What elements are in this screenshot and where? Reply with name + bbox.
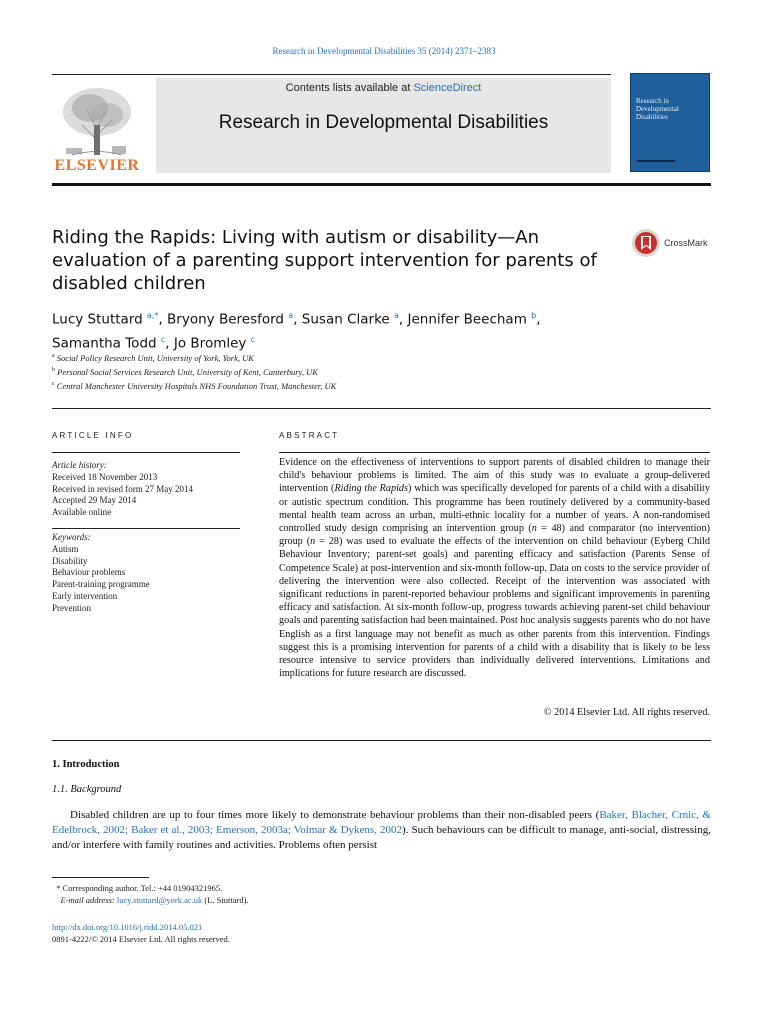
section-heading: 1. Introduction (52, 759, 120, 770)
doi-block (52, 921, 552, 945)
author-affil-marker[interactable]: c (250, 334, 256, 344)
affiliation-text: Social Policy Research Unit, University of York, York, UK (56, 352, 254, 363)
keywords-label: Keywords: (52, 532, 91, 542)
body-paragraph (52, 808, 711, 853)
issn-copyright: 0891-4222/© 2014 Elsevier Ltd. All rights reserved. (52, 934, 230, 944)
abstract-text (279, 456, 710, 680)
keyword-item: Disability (52, 555, 88, 566)
abstract-part: ) which was specifically developed for parents of a child with a disability or autistic spectrum condition. This programme has been routinely delivered by a community-based mental health team across an urban, multi-ethnic locality for a number of years. A non-randomised controlled study design comprising an intervention group ( (279, 483, 710, 535)
author-separator: , (536, 311, 541, 328)
author-name[interactable]: Bryony Beresford (167, 311, 284, 328)
affiliation-marker: b (52, 366, 55, 373)
email-link[interactable]: lucy.stuttard@york.ac.uk (116, 895, 203, 905)
author-name[interactable]: Jennifer Beecham (407, 311, 527, 328)
affiliation-list (52, 350, 652, 391)
author-name[interactable]: Lucy Stuttard (52, 311, 143, 328)
footnotes (52, 882, 552, 906)
author-separator: , (165, 335, 174, 351)
history-label: Article history: (52, 460, 107, 470)
affiliation-item (52, 378, 652, 392)
cover-title: Research in Developmental Disabilities (636, 97, 679, 121)
history-item: Available online (52, 507, 112, 518)
abstract-bottom-rule (52, 740, 711, 741)
keyword-item: Behaviour problems (52, 567, 126, 578)
author-affil-marker[interactable]: b (531, 311, 537, 320)
contents-line (156, 82, 611, 94)
sciencedirect-link[interactable]: ScienceDirect (413, 82, 482, 94)
header-top-rule (52, 74, 611, 75)
author-separator: , (293, 311, 302, 328)
abstract-n-symbol: n (531, 523, 537, 535)
history-item: Received 18 November 2013 (52, 471, 158, 482)
author-separator: , (158, 311, 168, 328)
author-affil-marker[interactable]: a,* (147, 311, 159, 320)
affiliation-text: Personal Social Services Research Unit, University of Kent, Canterbury, UK (57, 366, 318, 377)
article-info-rule (52, 452, 240, 453)
abstract-rule (279, 452, 710, 453)
corresponding-text: Corresponding author. Tel.: +44 01904321965. (62, 883, 223, 893)
citation-links[interactable]: Baker, Blacher, Crnic, & Edelbrock, 2002; Baker et al., 2003; Emerson, 2003a; Volmar & Dykens, 2002 (52, 809, 711, 836)
journal-citation-link[interactable]: Research in Developmental Disabilities 35 (2014) 2371–2383 (272, 46, 496, 56)
affiliation-item (52, 364, 652, 378)
author-name[interactable]: Susan Clarke (301, 311, 390, 328)
affiliation-marker: c (52, 380, 55, 387)
author-list (52, 306, 652, 353)
article-title: Riding the Rapids: Living with autism or disability—An evaluation of a parenting support intervention for parents of disabled children (52, 227, 597, 294)
publisher-wordmark: ELSEVIER (54, 157, 140, 174)
keyword-item: Parent-training programme (52, 579, 150, 590)
corresponding-author-note: * Corresponding author. Tel.: +44 01904321965. (52, 883, 223, 893)
footnote-rule (52, 877, 149, 878)
cover-bar (637, 160, 675, 162)
keywords-block (52, 532, 240, 615)
abstract-heading: ABSTRACT (279, 431, 340, 440)
author-name[interactable]: Jo Bromley (173, 335, 247, 351)
email-suffix: (L. Stuttard). (204, 895, 249, 905)
keyword-item: Prevention (52, 602, 91, 613)
abstract-programme-name: Riding the Rapids (334, 483, 408, 495)
history-item: Received in revised form 27 May 2014 (52, 483, 193, 494)
history-item: Accepted 29 May 2014 (52, 495, 137, 506)
keyword-item: Early intervention (52, 590, 118, 601)
abstract-copyright: © 2014 Elsevier Ltd. All rights reserved. (543, 707, 710, 718)
abstract-part: Evidence on the effectiveness of interventions to support parents of disabled children to manage their child's behaviour problems is limited. The aim of this study was to evaluate a group-delivered intervention ( (279, 457, 710, 495)
author-affil-marker[interactable]: a (288, 311, 294, 320)
author-affil-marker[interactable]: a (394, 311, 399, 320)
abstract-part: = 28) was used to evaluate the effects of the intervention on child behaviour (Eyberg Child Behaviour Inventory; parent-set goals) and parenting efficacy and satisfaction (Parents Sense of Competence Scale) at post-intervention and six-month follow-up. Data on costs to the service provider of delivering the intervention were also collected. Receipt of the intervention was associated with significant reductions in parent-reported behaviour problems and significant improvements in parenting efficacy and satisfaction. At six-month follow-up, progress towards achieving parent-set child behaviour goals and parenting satisfaction had been maintained. Post hoc analysis suggests parents who do not have English as a first language may not benefit as much as other parents from this intervention. Findings suggest this is a promising intervention for parents of a child with a disability that is likely to be less resource intensive to service providers than individually delivered interventions. Limitations and implications for future research are discussed. (279, 536, 710, 680)
article-history (52, 460, 240, 519)
author-separator: , (398, 311, 408, 328)
body-text-part: Disabled children are up to four times more likely to demonstrate behaviour problems than their non-disabled peers ( (70, 809, 600, 821)
affiliation-item (52, 350, 652, 364)
email-label: E-mail address: (60, 895, 115, 905)
article-info-heading: ARTICLE INFO (52, 431, 134, 440)
abstract-part: = 48) and comparator (no intervention) group ( (279, 523, 710, 548)
keyword-item: Autism (52, 543, 79, 554)
abstract-n-symbol: n (310, 536, 316, 548)
front-matter-rule (52, 408, 711, 409)
crossmark-label[interactable]: CrossMark (664, 238, 708, 248)
email-note (52, 894, 552, 906)
contents-prefix: Contents lists available at (285, 82, 414, 94)
body-text-part: ). Such behaviours can be difficult to manage, anti-social, distressing, and/or interfere with family routines and activities. Problems often persist (52, 824, 711, 851)
journal-title: Research in Developmental Disabilities (218, 112, 549, 133)
doi-link[interactable]: http://dx.doi.org/10.1016/j.ridd.2014.05.021 (52, 922, 203, 932)
header-thick-rule (52, 183, 711, 186)
history-rule (52, 528, 240, 529)
affiliation-marker: a (52, 353, 55, 359)
affiliation-text: Central Manchester University Hospitals NHS Foundation Trust, Manchester, UK (56, 380, 337, 391)
author-affil-marker[interactable]: c (160, 334, 166, 344)
author-name[interactable]: Samantha Todd (52, 335, 157, 351)
subsection-heading: 1.1. Background (52, 784, 122, 795)
journal-cover-thumbnail[interactable] (630, 73, 710, 172)
